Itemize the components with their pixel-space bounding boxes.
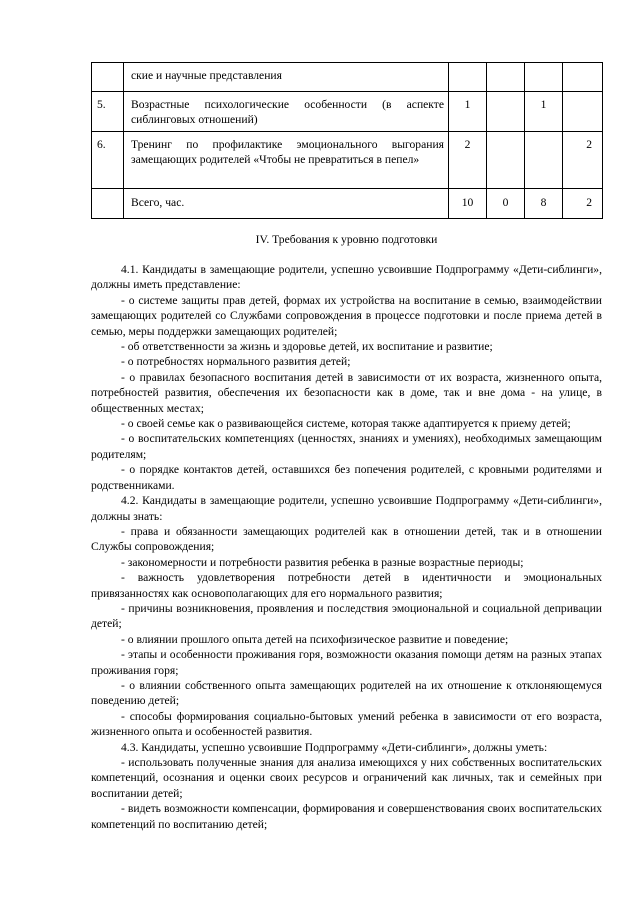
paragraph: - о системе защиты прав детей, формах их устройства на воспитание в семью, взаимодействии замещающих родителей со Службами сопровождения в процессе подготовки и после приема детей в семью, меры поддержки замещающих родителей;	[91, 293, 602, 338]
row-col-2	[487, 92, 525, 132]
row-total-hours	[449, 63, 487, 92]
paragraph: 4.3. Кандидаты, успешно усвоившие Подпрограмму «Дети-сиблинги», должны уметь:	[121, 740, 548, 754]
paragraph: - о своей семье как о развивающейся системе, которая также адаптируется к приему детей;	[121, 417, 571, 431]
paragraph: - об ответственности за жизнь и здоровье детей, их воспитание и развитие;	[121, 340, 493, 354]
paragraph: - о влиянии прошлого опыта детей на психофизическое развитие и поведение;	[121, 632, 509, 646]
row-number: 6.	[92, 132, 124, 189]
paragraph: - способы формирования социально-бытовых умений ребенка в зависимости от его возраста, жизненного опыта и особенностей развития.	[91, 709, 602, 739]
row-total-hours: 10	[449, 189, 487, 219]
paragraph: - этапы и особенности проживания горя, возможности оказания помощи детям на разных этапах проживания горя;	[91, 648, 602, 677]
table-row	[92, 92, 603, 132]
row-topic: Возрастные психологические особенности (в аспекте сиблинговых отношений)	[124, 92, 449, 132]
paragraph: - видеть возможности компенсации, формирования и совершенствования своих воспитательских компетенций по воспитанию детей;	[91, 802, 602, 831]
row-col-2	[487, 63, 525, 92]
row-topic: Тренинг по профилактике эмоционального выгорания замещающих родителей «Чтобы не превратиться в пепел»	[124, 132, 449, 189]
row-number: 5.	[92, 92, 124, 132]
requirements-text	[91, 262, 602, 832]
table-row	[92, 63, 603, 92]
paragraph: - о воспитательских компетенциях (ценностях, знаниях и умениях), необходимых замещающим родителям;	[91, 432, 602, 461]
row-col-4: 2	[563, 189, 603, 219]
row-topic: ские и научные представления	[124, 63, 449, 92]
row-col-3: 1	[525, 92, 563, 132]
curriculum-table	[91, 62, 603, 219]
row-total-hours: 2	[449, 132, 487, 189]
section-title: IV. Требования к уровню подготовки	[255, 233, 438, 246]
paragraph: - важность удовлетворения потребности детей в идентичности и эмоциональных привязанностях как основополагающих для его нормального развития;	[91, 571, 602, 600]
row-col-3: 8	[525, 189, 563, 219]
row-total-hours: 1	[449, 92, 487, 132]
paragraph: - о потребностях нормального развития детей;	[121, 355, 351, 369]
paragraph: - закономерности и потребности развития ребенка в разные возрастные периоды;	[121, 555, 524, 569]
paragraph: - о правилах безопасного воспитания детей в зависимости от их возраста, жизненного опыта, потребностей развития, обеспечения их безопасности как в доме, так и вне дома - на улице, в общественных местах;	[91, 370, 602, 415]
paragraph: 4.2. Кандидаты в замещающие родители, успешно усвоившие Подпрограмму «Дети-сиблинги», должны знать:	[91, 494, 602, 523]
paragraph: 4.1. Кандидаты в замещающие родители, успешно усвоившие Подпрограмму «Дети-сиблинги», должны иметь представление:	[91, 263, 602, 292]
paragraph: - о порядке контактов детей, оставшихся без попечения родителей, с кровными родителями и родственниками.	[91, 463, 602, 492]
paragraph: - права и обязанности замещающих родителей как в отношении детей, так и в отношении Службы сопровождения;	[91, 524, 602, 554]
row-number	[92, 63, 124, 92]
table-row	[92, 132, 603, 189]
row-col-3	[525, 63, 563, 92]
paragraph: - использовать полученные знания для анализа имеющихся у них собственных воспитательских компетенций, осознания и оценки своих ресурсов и ограничений как личных, так и семейных при воспитании детей;	[91, 756, 602, 800]
row-number	[92, 189, 124, 219]
row-col-3	[525, 132, 563, 189]
row-col-4: 2	[563, 132, 603, 189]
paragraph: - причины возникновения, проявления и последствия эмоциональной и социальной депривации детей;	[91, 601, 602, 631]
paragraph: - о влиянии собственного опыта замещающих родителей на их отношение к отклоняющемуся поведению детей;	[91, 678, 602, 708]
row-col-2	[487, 132, 525, 189]
row-col-4	[563, 92, 603, 132]
row-col-2: 0	[487, 189, 525, 219]
table-row-total	[92, 189, 603, 219]
row-col-4	[563, 63, 603, 92]
row-topic: Всего, час.	[124, 189, 449, 219]
